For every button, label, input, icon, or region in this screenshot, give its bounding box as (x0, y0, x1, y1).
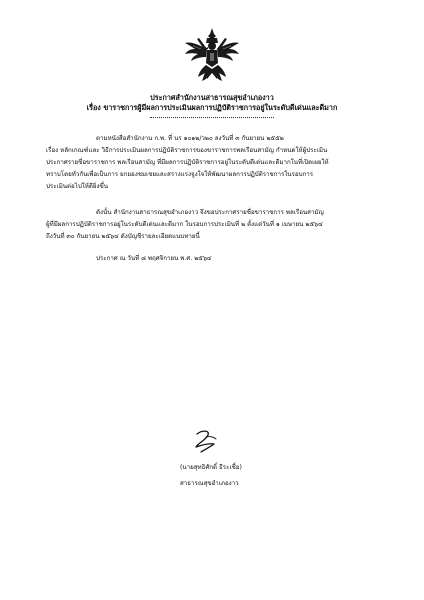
paragraph-2-line-3: ถึงวันที่ ๓๐ กันยายน ๒๕๖๔ ดังบัญชีรายละเอียดแนบทายนี้ (46, 233, 200, 240)
signer-name: (นายสุทธิศักดิ์ ธีระเชื้อ) (180, 464, 242, 471)
signer-position: สาธารณสุขอำเภองาว (180, 480, 239, 487)
paragraph-2-line-1: ดังนั้น สำนักงานสาธารณสุขอำเภองาว จึงขอประกาศรายชื่อขาราชการ พลเรือนสามัญ (96, 209, 324, 216)
paragraph-1-line-5: ประเมินต่อไปให้ดียิ่งขึ้น (46, 183, 108, 190)
announcement-title: ประกาศสำนักงานสาธารณสุขอำเภองาว (150, 93, 274, 102)
paragraph-1-line-1: ตามหนังสือสำนักงาน ก.พ. ที่ นร ๑๐๑๒/ว๒๐ ลงวันที่ ๓ กันยายน ๒๕๕๒ (96, 135, 284, 142)
announcement-date: ประกาศ ณ วันที่ ๘ พฤศจิกายน พ.ศ. ๒๕๖๔ (96, 255, 212, 262)
announcement-subject: เรื่อง ขาราชการผู้มีผลการประเมินผลการปฏิบัติราชการอยู่ในระดับดีเด่นและดีมาก (86, 103, 338, 112)
paragraph-2-line-2: ผู้ที่มีผลการปฏิบัติราชการอยู่ในระดับดีเด่นและดีมาก ในรอบการประเมินที่ ๒ ตั้งแต่วันที่ ๑ เมษายน ๒๕๖๔ (46, 221, 323, 228)
title-divider (150, 117, 274, 118)
paragraph-1-line-2: เรื่อง หลักเกณฑ์และ วิธีการประเมินผลการปฏิบัติราชการของขาราชการพลเรือนสามัญ กำหนดให้ผู้ประเมิน (46, 147, 328, 154)
paragraph-1-line-3: ประกาศรายชื่อขาราชการ พลเรือนสามัญ ที่มีผลการปฏิบัติราชการอยู่ในระดับดีเด่นและดีมากในที่เปิดเผยให้ (46, 159, 329, 166)
handwritten-signature (192, 428, 220, 454)
paragraph-1-line-4: ทราบโดยทั่วกันเพื่อเป็นการ ยกยองชมเชยและสรางแรงจูงใจให้พัฒนาผลการปฏิบัติราชการในรอบการ (46, 171, 314, 178)
garuda-emblem (183, 27, 241, 83)
